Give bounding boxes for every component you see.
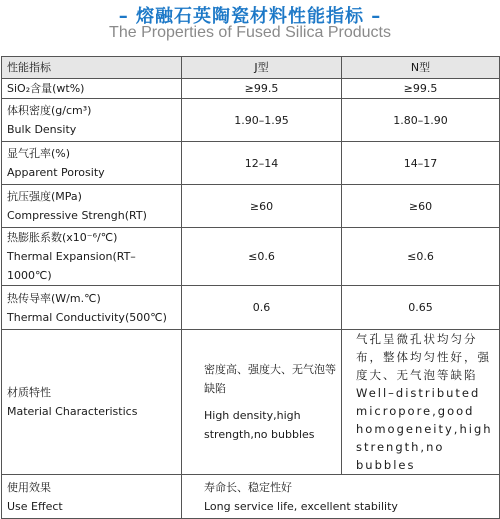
- j-value: ≤0.6: [182, 228, 342, 286]
- row-label-en: Material Characteristics: [7, 405, 138, 418]
- effect-value-cell: [182, 475, 500, 519]
- j-value: ≥99.5: [182, 79, 342, 99]
- table-row-material: [2, 330, 500, 475]
- row-label-cn: 抗压强度(MPa): [7, 190, 82, 203]
- n-material-en: Well–distributed micropore,good homogeneity,high strength,no bubbles: [356, 386, 493, 472]
- table-row: [2, 142, 500, 185]
- n-value: 0.65: [342, 286, 500, 330]
- j-material-cn: 密度高、强度大、无气泡等缺陷: [204, 363, 336, 395]
- j-value: 0.6: [182, 286, 342, 330]
- row-label: [2, 228, 182, 286]
- row-label: [2, 185, 182, 228]
- n-material-cn: 气孔呈微孔状均匀分布，整体均匀性好，强度大、无气泡等缺陷: [356, 332, 491, 382]
- table-row: [2, 99, 500, 142]
- row-label-cn: 热传导率(W/m.℃): [7, 291, 101, 305]
- j-value: 12–14: [182, 142, 342, 185]
- row-label-en: Thermal Expansion(RT–1000℃): [7, 250, 136, 282]
- row-label-en: Use Effect: [7, 499, 63, 513]
- column-header-j-type: J型: [182, 57, 342, 79]
- j-value: 1.90–1.95: [182, 99, 342, 142]
- row-label: [2, 475, 182, 519]
- row-label-cn: 显气孔率(%): [7, 147, 71, 160]
- j-value: ≥60: [182, 185, 342, 228]
- row-label: [2, 330, 182, 475]
- row-label-en: Bulk Density: [7, 123, 77, 136]
- n-value: 14–17: [342, 142, 500, 185]
- column-header-property: 性能指标: [2, 57, 182, 79]
- j-material-en: High density,high strength,no bubbles: [204, 409, 315, 441]
- title-chinese: – 熔融石英陶瓷材料性能指标 –: [118, 6, 382, 27]
- row-label-en: Thermal Conductivity(500℃): [7, 310, 167, 324]
- n-value: ≥60: [342, 185, 500, 228]
- row-label: [2, 142, 182, 185]
- column-header-n-type: N型: [342, 57, 500, 79]
- row-label: [2, 79, 182, 99]
- table-row: [2, 185, 500, 228]
- header: [0, 0, 500, 50]
- table-row: [2, 228, 500, 286]
- row-label-cn: SiO₂含量(wt%): [7, 82, 85, 95]
- table-row-effect: [2, 475, 500, 519]
- row-label: [2, 286, 182, 330]
- row-label-cn: 使用效果: [7, 480, 51, 494]
- n-material-cell: [342, 330, 500, 475]
- table-row: [2, 79, 500, 99]
- table-header-row: [2, 57, 500, 79]
- n-value: ≥99.5: [342, 79, 500, 99]
- row-label-en: Compressive Strengh(RT): [7, 209, 147, 222]
- row-label-cn: 体积密度(g/cm³): [7, 104, 92, 117]
- effect-value-cn: 寿命长、稳定性好: [204, 480, 292, 494]
- title-english: The Properties of Fused Silica Products: [109, 24, 391, 41]
- effect-value-en: Long service life, excellent stability: [204, 499, 398, 513]
- properties-table: [1, 56, 500, 519]
- j-material-cell: [182, 330, 342, 475]
- row-label-cn: 材质特性: [7, 386, 51, 399]
- row-label-en: Apparent Porosity: [7, 166, 105, 179]
- n-value: 1.80–1.90: [342, 99, 500, 142]
- row-label: [2, 99, 182, 142]
- table-row: [2, 286, 500, 330]
- row-label-cn: 热膨胀系数(x10⁻⁶/℃): [7, 231, 118, 244]
- n-value: ≤0.6: [342, 228, 500, 286]
